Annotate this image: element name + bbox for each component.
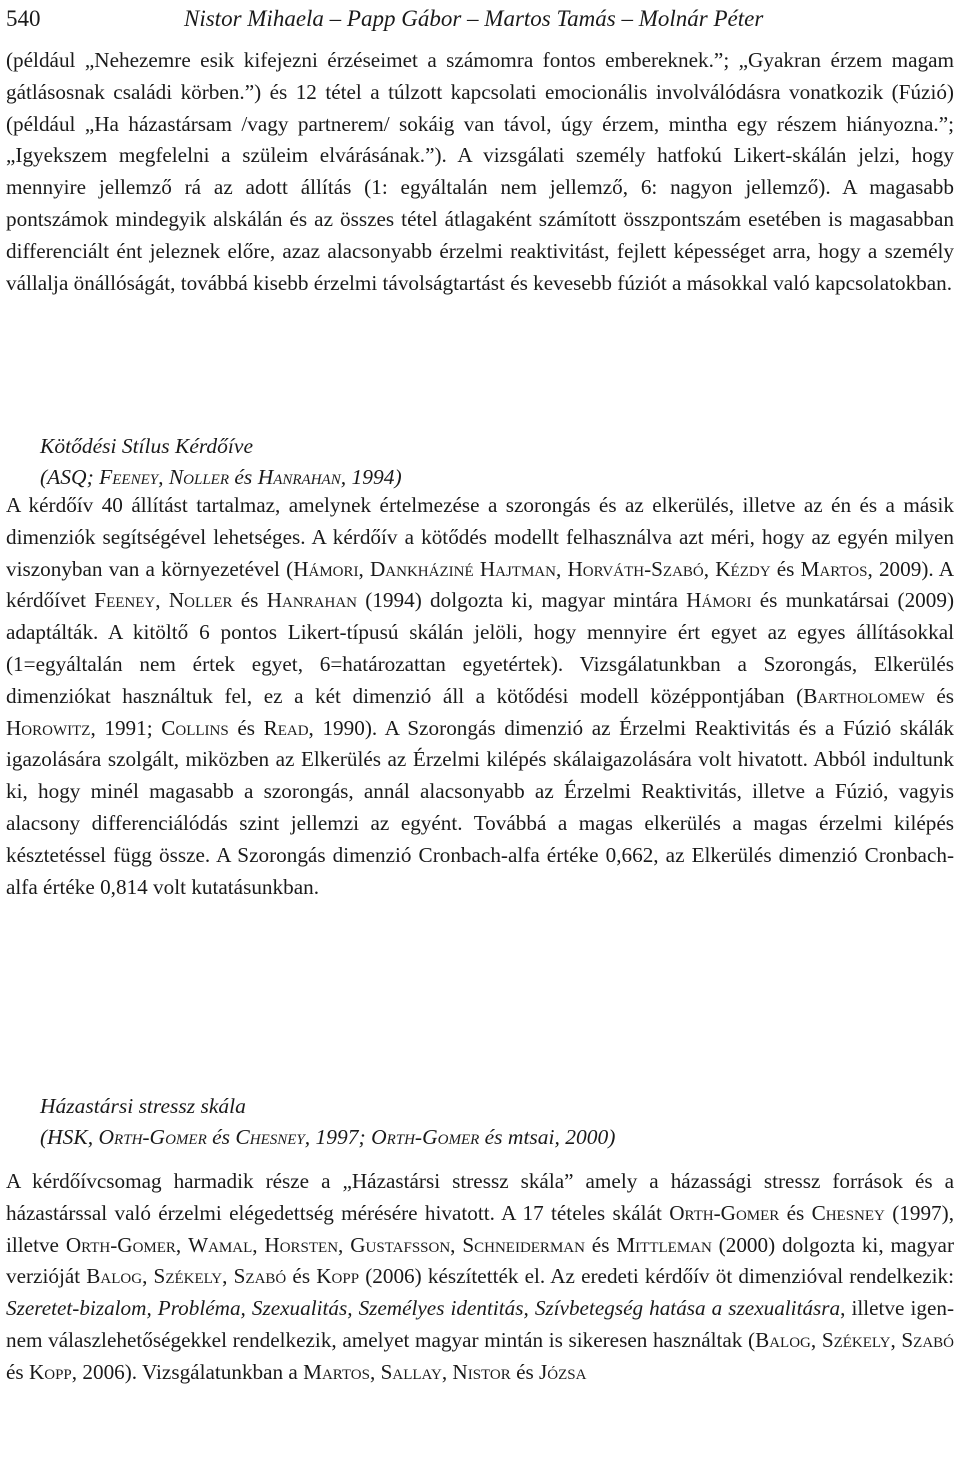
- page-header: [6, 2, 954, 36]
- running-head-authors: Nistor Mihaela – Papp Gábor – Martos Tamás – Molnár Péter: [184, 6, 764, 31]
- section-reference-asq: (ASQ; Feeney, Noller és Hanrahan, 1994): [40, 465, 402, 489]
- paragraph-hsk-description: A kérdőívcsomag harmadik része a „Házastársi stressz skála” amely a házassági stressz források és a házastárssal való érzelmi elégedettség mérésére hivatott. A 17 tételes skálát Orth-Gomer és Chesney (1997), illetve Orth-Gomer, Wamal, Horsten, Gustafsson, Schneiderman és Mittleman (2000) dolgozta ki, magyar verzióját Balog, Székely, Szabó és Kopp (2006) készítették el. Az eredeti kérdőív öt dimenzióval rendelkezik: Szeretet-bizalom, Probléma, Szexualitás, Személyes identitás, Szívbetegség hatása a szexualitásra, illetve igen-nem válaszlehetőségekkel rendelkezik, amelyet magyar mintán is sikeresen használtak (Balog, Székely, Szabó és Kopp, 2006). Vizsgálatunkban a Martos, Sallay, Nistor és Józsa: [6, 1169, 955, 1384]
- hsk-dimensions-list: Szeretet-bizalom, Probléma, Szexualitás, Személyes identitás, Szívbetegség hatása a szexualitásra: [6, 1296, 841, 1321]
- paragraph-dsi-description: (például „Nehezemre esik kifejezni érzéseimet a számomra fontos embereknek.”; „Gyakran érzem magam gátlásosnak családi körben.”) és 12 tétel a túlzott kapcsolati emocionális involválódásra vonatkozik (Fúzió) (például „Ha házastársam /vagy partnerem/ sokáig van távol, úgy érzem, mintha egy részem hiányozna.”; „Igyekszem megfelelni a szüleim elvárásának.”). A vizsgálati személy hatfokú Likert-skálán jelzi, hogy mennyire jellemző rá az adott állítás (1: egyáltalán nem jellemző, 6: nagyon jellemző). A magasabb pontszámok mindegyik alskálán és az összes tétel átlagaként számított összpontszám esetében is magasabban differenciált ént jeleznek előre, azaz alacsonyabb érzelmi reaktivitást, fejlett képességet arra, hogy a személy vállalja önállóságát, továbbá kisebb érzelmi távolságtartást és kevesebb fúziót a másokkal való kapcsolatokban.: [6, 48, 954, 295]
- page-number: 540: [6, 6, 41, 31]
- paragraph-asq-description: A kérdőív 40 állítást tartalmaz, amelynek értelmezése a szorongás és az elkerülés, illetve az én és a másik dimenziók segítségével lehetséges. A kérdőív a kötődés modellt felhasználva azt méri, hogy az egyén milyen viszonyban van a környezetével (Hámori, Dankháziné Hajtman, Horváth-Szabó, Kézdy és Martos, 2009). A kérdőívet Feeney, Noller és Hanrahan (1994) dolgozta ki, magyar mintára Hámori és munkatársai (2009) adaptálták. A kitöltő 6 pontos Likert-típusú skálán jelöli, hogy mennyire ért egyet az egyes állításokkal (1=egyáltalán nem értek egyet, 6=határozattan egyetértek). Vizsgálatunkban a Szorongás, Elkerülés dimenziókat használtuk fel, ez a két dimenzió áll a kötődési modell középpontjában (Bartholomew és Horowitz, 1991; Collins és Read, 1990). A Szorongás dimenzió az Érzelmi Reaktivitás és a Fúzió skálák igazolására szolgált, miközben az Elkerülés az Érzelmi kilépés skálaigazolására volt hivatott. Abból indultunk ki, hogy minél magasabb a szorongás, annál alacsonyabb az Érzelmi Reaktivitás, illetve a Fúzió, vagyis alacsony differenciálódás szint jellemzi az egyént. Továbbá a magas elkerülés a magas érzelmi kilépés késztetéssel függ össze. A Szorongás dimenzió Cronbach-alfa értéke 0,662, az Elkerülés dimenzió Cronbach-alfa értéke 0,814 volt kutatásunkban.: [6, 493, 955, 899]
- section-title-asq: Kötődési Stílus Kérdőíve: [40, 434, 253, 458]
- section-heading-hsk: [40, 1091, 940, 1153]
- section-title-hsk: Házastársi stressz skála: [40, 1094, 246, 1118]
- section-heading-asq: [40, 431, 940, 493]
- section-reference-hsk: (HSK, Orth-Gomer és Chesney, 1997; Orth-Gomer és mtsai, 2000): [40, 1125, 616, 1149]
